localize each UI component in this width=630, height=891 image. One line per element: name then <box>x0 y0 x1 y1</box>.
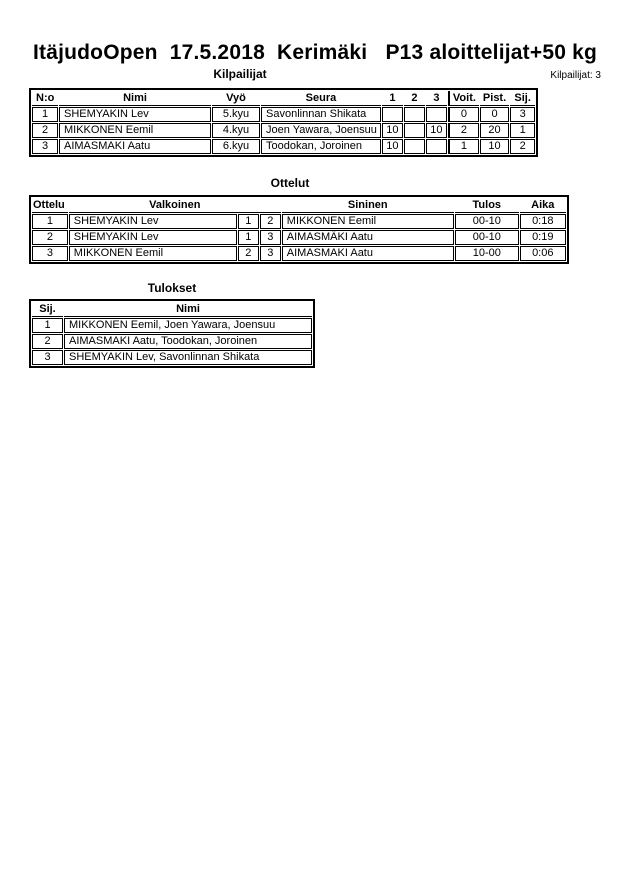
table-row <box>32 318 312 333</box>
score-vs-3: 10 <box>426 123 447 138</box>
competitor-wins: 1 <box>448 139 479 154</box>
result-place: 1 <box>32 318 63 333</box>
ottelut-section-label: Ottelut <box>270 176 310 190</box>
competitor-no: 3 <box>32 139 58 154</box>
result-name: SHEMYAKIN Lev, Savonlinnan Shikata <box>64 350 312 365</box>
blue-number: 2 <box>260 214 281 229</box>
competitor-club: Joen Yawara, Joensuu <box>261 123 381 138</box>
header-valkoinen: Valkoinen <box>69 198 281 213</box>
competitor-wins: 0 <box>448 107 479 122</box>
tulokset-table <box>29 299 315 368</box>
competitor-wins: 2 <box>448 123 479 138</box>
white-number: 2 <box>238 246 259 261</box>
competitor-belt: 4.kyu <box>212 123 260 138</box>
header-voit: Voit. <box>448 91 479 106</box>
blue-competitor: MIKKONEN Eemil <box>282 214 454 229</box>
competitor-club: Savonlinnan Shikata <box>261 107 381 122</box>
score-vs-3 <box>426 139 447 154</box>
score-vs-1 <box>382 107 403 122</box>
table-row <box>32 230 566 245</box>
header-aika: Aika <box>520 198 566 213</box>
header-ottelu: Ottelu <box>32 198 68 213</box>
table-row <box>32 123 535 138</box>
competitor-no: 2 <box>32 123 58 138</box>
tulokset-section-label: Tulokset <box>147 281 197 295</box>
competitor-points: 10 <box>480 139 509 154</box>
match-no: 2 <box>32 230 68 245</box>
kilpailijat-section-label: Kilpailijat <box>213 67 267 81</box>
score-vs-1: 10 <box>382 123 403 138</box>
result-place: 3 <box>32 350 63 365</box>
table-row <box>32 350 312 365</box>
table-row <box>32 334 312 349</box>
score-vs-1: 10 <box>382 139 403 154</box>
result-name: AIMASMAKI Aatu, Toodokan, Joroinen <box>64 334 312 349</box>
blue-competitor: AIMASMÄKI Aatu <box>282 230 454 245</box>
competitor-name: AIMASMAKI Aatu <box>59 139 211 154</box>
result-place: 2 <box>32 334 63 349</box>
competitor-name: SHEMYAKIN Lev <box>59 107 211 122</box>
header-seura: Seura <box>261 91 381 106</box>
kilpailijat-table <box>29 88 538 157</box>
competitor-no: 1 <box>32 107 58 122</box>
ottelut-table <box>29 195 569 264</box>
white-competitor: SHEMYAKIN Lev <box>69 214 237 229</box>
header-sininen: Sininen <box>282 198 454 213</box>
header-opponent-3: 3 <box>426 91 447 106</box>
page-title: ItäjudoOpen 17.5.2018 Kerimäki P13 aloittelijat+50 kg <box>32 41 598 64</box>
white-number: 1 <box>238 230 259 245</box>
header-nimi: Nimi <box>64 302 312 317</box>
header-sij: Sij. <box>510 91 535 106</box>
header-no: N:o <box>32 91 58 106</box>
match-result: 00-10 <box>455 214 519 229</box>
match-result: 00-10 <box>455 230 519 245</box>
match-no: 1 <box>32 214 68 229</box>
header-vyo: Vyö <box>212 91 260 106</box>
white-number: 1 <box>238 214 259 229</box>
competitor-place: 2 <box>510 139 535 154</box>
match-time: 0:06 <box>520 246 566 261</box>
match-time: 0:18 <box>520 214 566 229</box>
ottelut-header-row <box>32 198 566 213</box>
header-tulos: Tulos <box>455 198 519 213</box>
header-opponent-1: 1 <box>382 91 403 106</box>
competitor-name: MIKKONEN Eemil <box>59 123 211 138</box>
score-vs-2 <box>404 107 425 122</box>
result-name: MIKKONEN Eemil, Joen Yawara, Joensuu <box>64 318 312 333</box>
score-vs-2 <box>404 123 425 138</box>
competitor-belt: 6.kyu <box>212 139 260 154</box>
blue-number: 3 <box>260 246 281 261</box>
competitor-belt: 5.kyu <box>212 107 260 122</box>
competitor-place: 1 <box>510 123 535 138</box>
white-competitor: SHEMYAKIN Lev <box>69 230 237 245</box>
match-time: 0:19 <box>520 230 566 245</box>
competitor-place: 3 <box>510 107 535 122</box>
table-row <box>32 139 535 154</box>
table-row <box>32 246 566 261</box>
header-nimi: Nimi <box>59 91 211 106</box>
competitor-points: 0 <box>480 107 509 122</box>
score-vs-2 <box>404 139 425 154</box>
competitor-points: 20 <box>480 123 509 138</box>
match-result: 10-00 <box>455 246 519 261</box>
header-opponent-2: 2 <box>404 91 425 106</box>
blue-number: 3 <box>260 230 281 245</box>
table-row <box>32 214 566 229</box>
blue-competitor: AIMASMAKI Aatu <box>282 246 454 261</box>
competitors-count: Kilpailijat: 3 <box>550 70 601 81</box>
competitor-club: Toodokan, Joroinen <box>261 139 381 154</box>
header-pist: Pist. <box>480 91 509 106</box>
match-no: 3 <box>32 246 68 261</box>
kilpailijat-header-row <box>32 91 535 106</box>
header-sij: Sij. <box>32 302 63 317</box>
white-competitor: MIKKONEN Eemil <box>69 246 237 261</box>
tulokset-header-row <box>32 302 312 317</box>
score-vs-3 <box>426 107 447 122</box>
table-row <box>32 107 535 122</box>
